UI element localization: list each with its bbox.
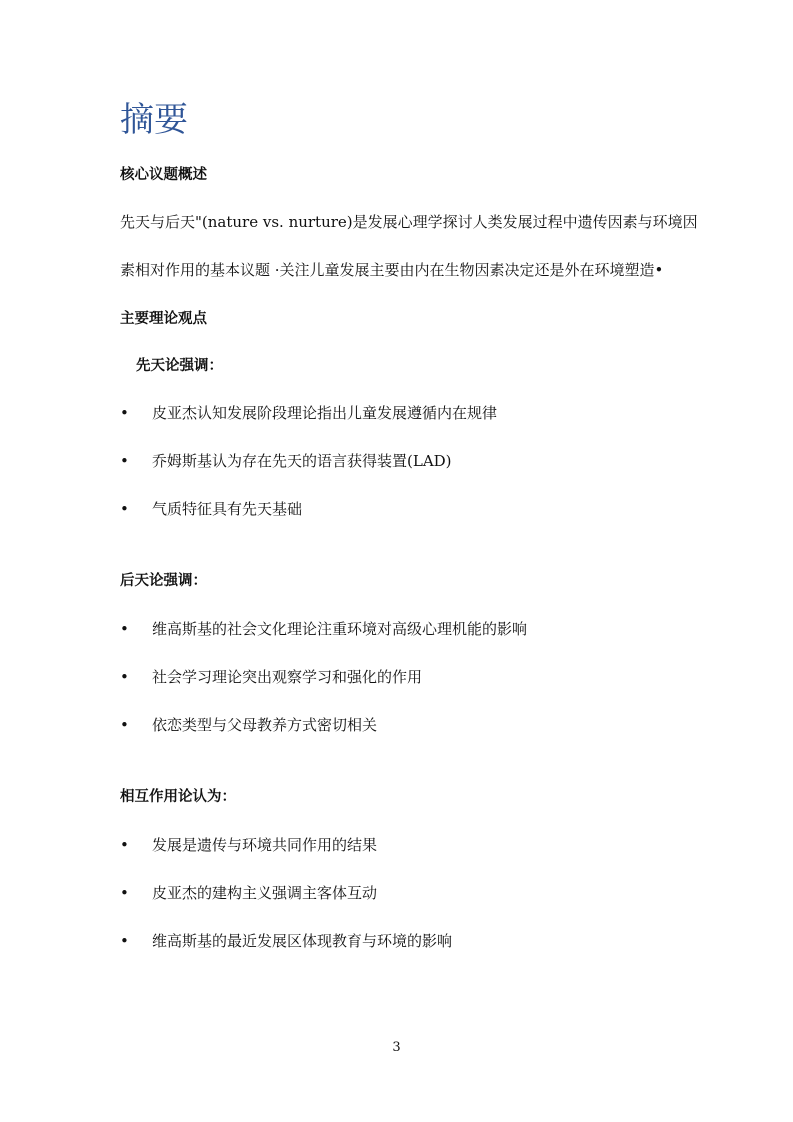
overview-paragraph-line-1: 先天与后天"(nature vs. nurture)是发展心理学探讨人类发展过程中遗传因素与环境因 — [120, 213, 698, 231]
list-item-text: 社会学习理论突出观察学习和强化的作用 — [152, 668, 423, 686]
bullet-icon: • — [120, 932, 129, 950]
bullet-icon: • — [120, 668, 129, 686]
bullet-icon: • — [120, 404, 129, 422]
bullet-icon: • — [120, 452, 129, 470]
list-item-text: 依恋类型与父母教养方式密切相关 — [152, 716, 378, 734]
list-item-text: 维高斯基的社会文化理论注重环境对高级心理机能的影响 — [152, 620, 528, 638]
list-item-text: 乔姆斯基认为存在先天的语言获得装置(LAD) — [152, 452, 452, 470]
page-title: 摘要 — [120, 100, 188, 140]
list-item-text: 维高斯基的最近发展区体现教育与环境的影响 — [152, 932, 453, 950]
overview-heading: 核心议题概述 — [120, 167, 207, 183]
list-item-text: 发展是遗传与环境共同作用的结果 — [152, 836, 378, 854]
nature-heading: 先天论强调： — [136, 358, 223, 374]
bullet-icon: • — [120, 620, 129, 638]
bullet-icon: • — [120, 500, 129, 518]
overview-paragraph-line-2: 素相对作用的基本议题 ·关注儿童发展主要由内在生物因素决定还是外在环境塑造• — [120, 261, 664, 279]
interaction-heading: 相互作用论认为： — [120, 789, 236, 805]
list-item-text: 气质特征具有先天基础 — [152, 500, 303, 518]
page-number: 3 — [392, 1040, 401, 1055]
list-item-text: 皮亚杰认知发展阶段理论指出儿童发展遵循内在规律 — [152, 404, 498, 422]
nurture-heading: 后天论强调： — [120, 573, 207, 589]
list-item-text: 皮亚杰的建构主义强调主客体互动 — [152, 884, 378, 902]
bullet-icon: • — [120, 884, 129, 902]
bullet-icon: • — [120, 716, 129, 734]
bullet-icon: • — [120, 836, 129, 854]
theories-heading: 主要理论观点 — [120, 311, 207, 327]
